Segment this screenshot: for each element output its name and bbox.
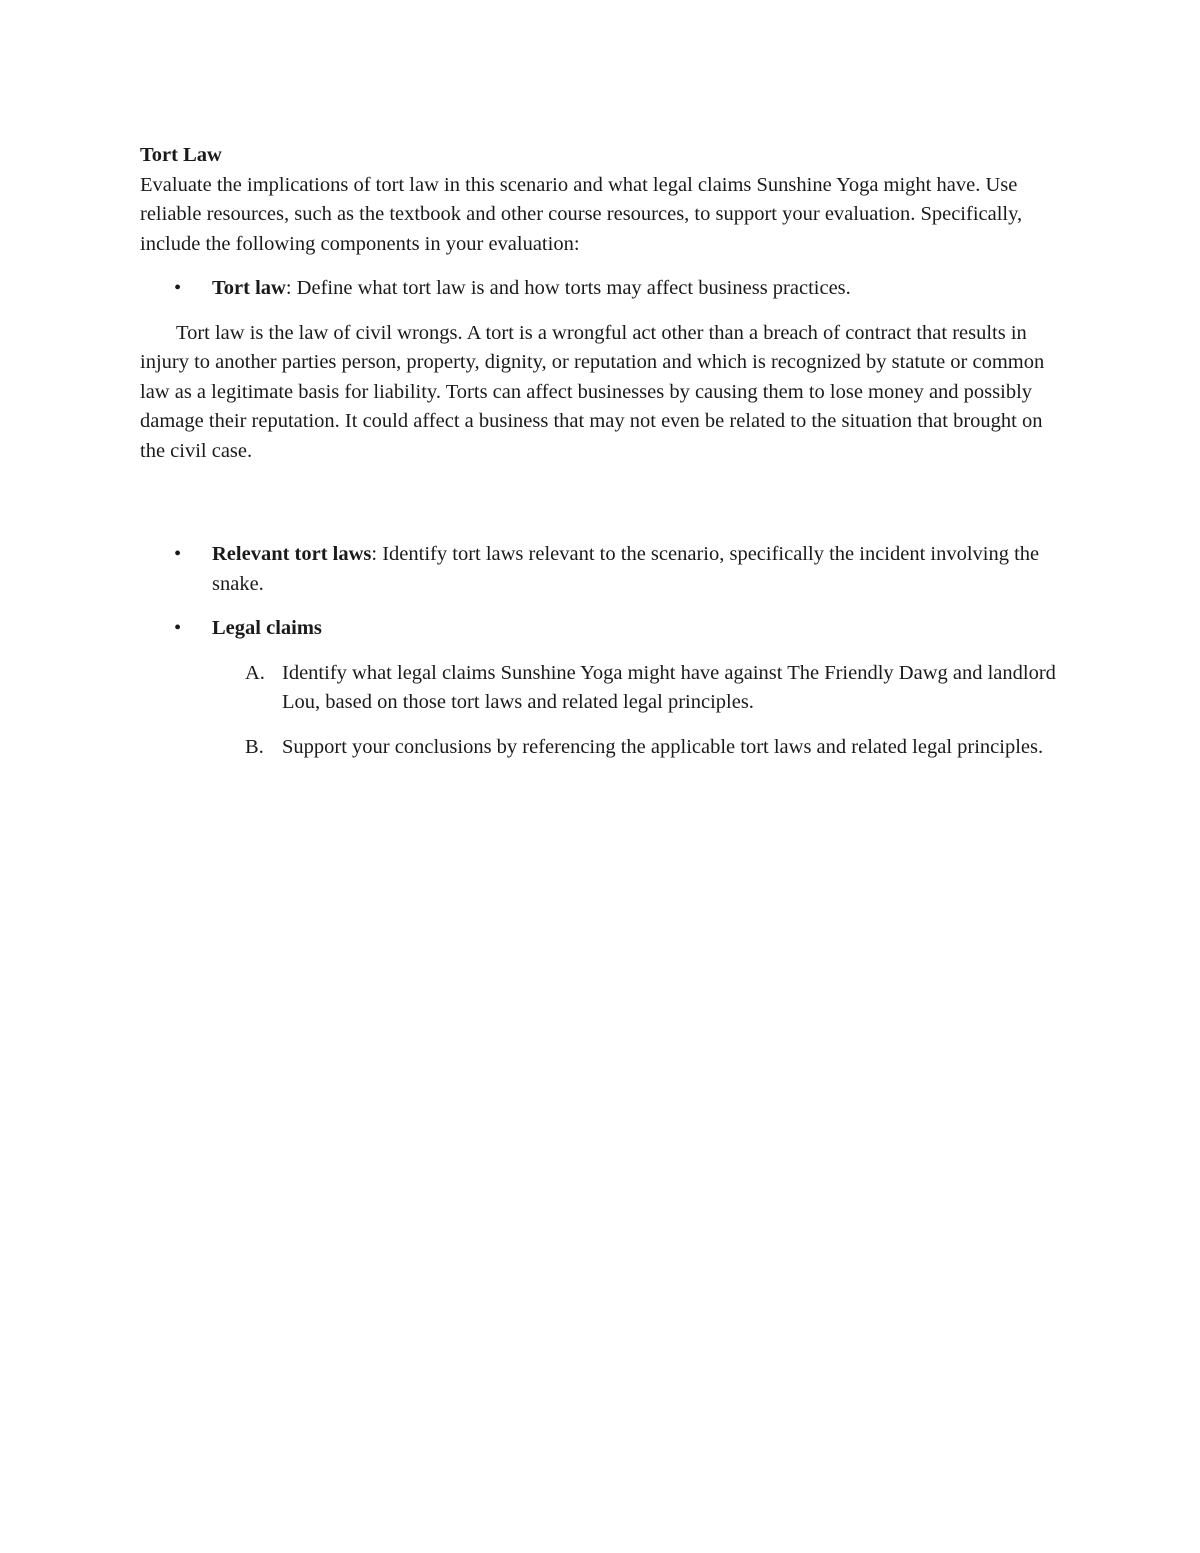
bullet-term: Legal claims xyxy=(212,617,322,639)
bullet-term: Tort law xyxy=(212,277,286,299)
sub-item-marker: A. xyxy=(245,661,265,684)
bullet-item-relevant-tort-laws xyxy=(140,540,1060,599)
intro-paragraph: Evaluate the implications of tort law in this scenario and what legal claims Sunshine Yoga might have. Use reliable resources, such as the textbook and other course resources, to support your evaluation. Specifically, include the following components in your evaluation: xyxy=(140,173,1023,255)
sub-list xyxy=(140,659,1060,763)
document-page xyxy=(140,141,1060,777)
bullet-icon: • xyxy=(174,617,182,639)
section-heading: Tort Law xyxy=(140,144,222,166)
bullet-icon: • xyxy=(174,277,182,299)
bullet-text: : Identify tort laws relevant to the scenario, specifically the incident involving the snake. xyxy=(212,543,1040,595)
bullet-term: Relevant tort laws xyxy=(212,543,372,565)
blank-space xyxy=(140,481,1060,540)
sub-item-a xyxy=(140,659,1060,718)
bullet-text: : Define what tort law is and how torts may affect business practices. xyxy=(285,277,851,299)
sub-item-text: Identify what legal claims Sunshine Yoga might have against The Friendly Dawg and landlord Lou, based on those tort laws and related legal principles. xyxy=(282,661,1056,713)
bullet-item-legal-claims xyxy=(140,614,1060,644)
answer-paragraph: Tort law is the law of civil wrongs. A tort is a wrongful act other than a breach of contract that results in injury to another parties person, property, dignity, or reputation and which is recognized by statute or common law as a legitimate basis for liability. Torts can affect businesses by causing them to lose money and possibly damage their reputation. It could affect a business that may not even be related to the situation that brought on the civil case. xyxy=(140,321,1045,462)
bullet-item-tort-law xyxy=(140,274,1060,304)
sub-item-marker: B. xyxy=(245,735,264,758)
bullet-icon: • xyxy=(174,543,182,565)
sub-item-b xyxy=(140,733,1060,763)
sub-item-text: Support your conclusions by referencing the applicable tort laws and related legal principles. xyxy=(282,735,1044,758)
